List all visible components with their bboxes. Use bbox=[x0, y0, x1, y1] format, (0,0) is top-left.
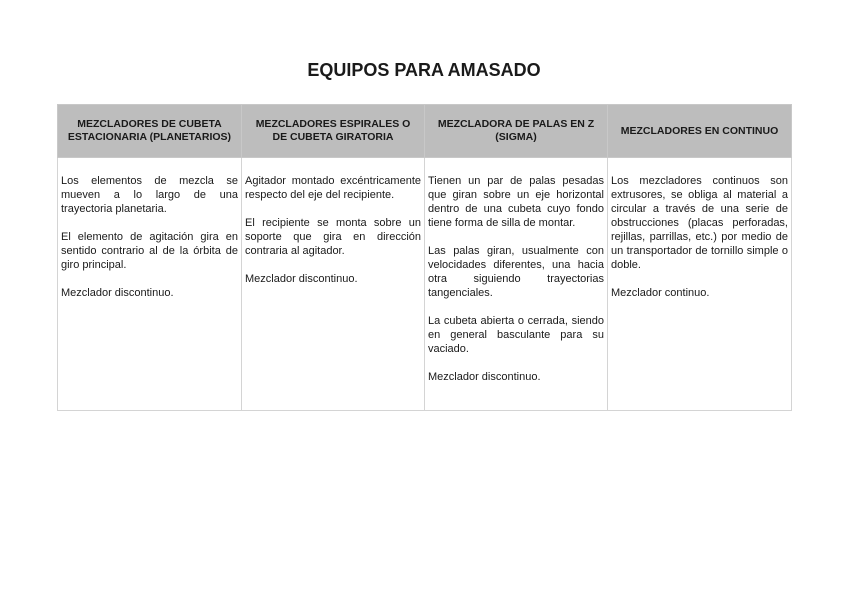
header-planetary-mixers: MEZCLADORES DE CUBETA ESTACIONARIA (PLANETARIOS) bbox=[58, 105, 242, 158]
cell-paragraph: Mezclador discontinuo. bbox=[61, 287, 174, 299]
cell-paragraph: La cubeta abierta o cerrada, siendo en general basculante para su vaciado. bbox=[428, 315, 604, 355]
cell-paragraph: El elemento de agitación gira en sentido contrario al de la órbita de giro principal. bbox=[61, 231, 238, 271]
cell-paragraph: Los elementos de mezcla se mueven a lo largo de una trayectoria planetaria. bbox=[61, 175, 238, 215]
cell-spiral-mixers bbox=[242, 158, 425, 411]
cell-paragraph: Las palas giran, usualmente con velocidades diferentes, una hacia otra siguiendo trayectorias tangenciales. bbox=[428, 245, 604, 299]
cell-paragraph: Los mezcladores continuos son extrusores, se obliga al material a circular a través de una serie de obstrucciones (placas perforadas, rejillas, parrillas, etc.) por medio de un transportador de tornillo simple o doble. bbox=[611, 175, 788, 271]
cell-continuous-mixers bbox=[608, 158, 792, 411]
cell-paragraph: Mezclador discontinuo. bbox=[428, 371, 541, 383]
cell-paragraph: El recipiente se monta sobre un soporte que gira en dirección contraria al agitador. bbox=[245, 217, 421, 257]
table-header-row bbox=[58, 105, 792, 158]
header-continuous-mixers: MEZCLADORES EN CONTINUO bbox=[608, 105, 792, 158]
cell-paragraph: Agitador montado excéntricamente respecto del eje del recipiente. bbox=[245, 175, 421, 201]
document-title: EQUIPOS PARA AMASADO bbox=[307, 60, 541, 80]
header-spiral-mixers: MEZCLADORES ESPIRALES O DE CUBETA GIRATORIA bbox=[242, 105, 425, 158]
cell-paragraph: Tienen un par de palas pesadas que giran sobre un eje horizontal dentro de una cubeta cuyo fondo tiene forma de silla de montar. bbox=[428, 175, 604, 229]
cell-paragraph: Mezclador discontinuo. bbox=[245, 273, 358, 285]
cell-planetary-mixers bbox=[58, 158, 242, 411]
cell-paragraph: Mezclador continuo. bbox=[611, 287, 710, 299]
equipment-table bbox=[57, 104, 792, 411]
table-row bbox=[58, 158, 792, 411]
cell-sigma-mixer bbox=[425, 158, 608, 411]
header-sigma-mixer: MEZCLADORA DE PALAS EN Z (SIGMA) bbox=[425, 105, 608, 158]
